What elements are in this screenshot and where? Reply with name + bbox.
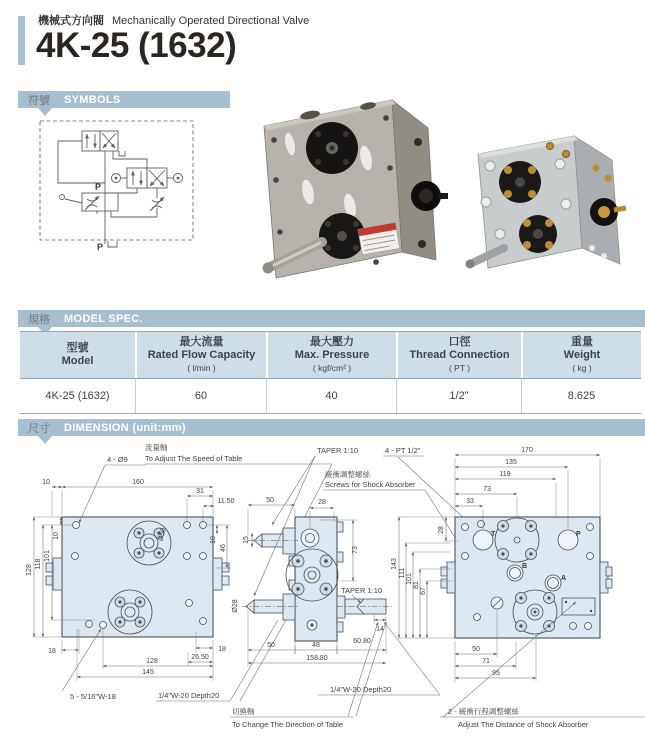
page-title: 4K-25 (1632) [36,26,237,65]
dim-label: 95 [492,670,500,677]
direction-shaft [242,594,298,620]
col-thread-unit: ( PT ) [448,363,471,373]
callout-axis-en: To Adjust The Speed of Table [145,454,243,463]
callout-holes: 4 - Ø9 [107,455,128,464]
port-label-p: P [576,531,581,538]
callout-depth-mid: 1/4"W-20 Depth20 [330,685,392,694]
col-weight-en: Weight [563,349,601,361]
callout-shock-zh: 緩衝調整螺絲 [325,470,370,479]
dim-label: 128 [146,658,158,665]
spec-en: MODEL SPEC. [64,312,143,325]
col-pressure [266,332,396,378]
dim-label: 11.50 [217,498,235,505]
dim-label: 15 [243,536,250,544]
col-model [20,332,135,378]
col-pressure-en: Max. Pressure [294,349,370,361]
dim-label: 60.80 [353,638,371,645]
spec-zh: 規格 [28,313,50,326]
dim-label: 33 [466,498,474,505]
cell-flow: 60 [135,379,266,413]
callout-switch-en: To Change The Direction of Table [232,720,344,729]
dim-label: 28 [318,499,326,506]
directional-valve-top [82,131,125,156]
callout-switch-zh: 切換軸 [232,707,255,716]
port-label-t: T [491,531,496,538]
col-pressure-unit: ( kgf/cm² ) [312,363,352,373]
col-pressure-zh: 最大壓力 [310,336,354,348]
adjustable-throttle [111,188,164,217]
hydraulic-symbol-diagram [35,116,235,288]
cell-thread: 1/2" [396,379,521,413]
dim-en: DIMENSION (unit:mm) [64,421,186,434]
callout-adjust-en: Adjust The Distance of Shock Absorber [458,720,589,729]
col-thread-en: Thread Connection [409,349,510,361]
dim-label: 119 [499,471,511,478]
callout-pt: 4 - PT 1/2" [385,446,421,455]
category-en: Mechanically Operated Directional Valve [112,15,310,27]
dim-label: 118 [35,558,42,570]
dim-label: 18 [48,648,56,655]
dim-label: 10 [42,479,50,486]
dim-label: 46 [220,544,227,552]
dim-label: Ø50 [157,527,168,542]
dim-label: 71 [482,658,490,665]
dim-label: 18 [218,646,226,653]
branch-line [113,151,147,168]
top-flange-knob [306,122,358,174]
dim-label: 158.80 [306,655,328,662]
dim-label: 10 [53,532,60,540]
symbol-boundary [40,121,193,240]
dim-label: 31 [196,488,204,495]
dim-label: 160 [132,479,144,486]
col-model-en: Model [61,354,94,367]
section-banner-symbols [18,91,230,108]
dim-label: 50 [267,642,275,649]
callout-screws: 5 - 5/16"W-18 [70,692,116,701]
adjust-plate [562,598,595,615]
throttle-valve [60,193,119,214]
tank-symbol [108,241,117,247]
col-flow-en: Rated Flow Capacity [147,349,256,361]
directional-valve-roller [112,168,183,188]
port-label-p: P [94,182,101,192]
dim-label: 111 [399,567,406,579]
spec-table-header [20,332,641,379]
cell-model: 4K-25 (1632) [45,390,110,402]
dim-label: 143 [391,558,398,570]
dim-zh: 尺寸 [28,422,50,435]
port-label-a: A [561,575,567,582]
callout-axis-zh: 流量軸 [145,443,168,452]
dim-label: 81 [413,581,420,589]
col-flow-zh: 最大流量 [179,336,224,348]
callout-depth: 1/4"W-20 Depth20 [158,691,220,700]
callout-adjust-zh: 2 - 緩衝行程調整螺絲 [448,707,519,716]
dim-label: 73 [352,546,359,554]
shock-screw [491,597,503,609]
port-label-p-bottom: P [96,242,103,252]
callout-shock-en: Screws for Shock Absorber [325,480,416,489]
dim-label: 26.50 [191,654,209,661]
symbols-en: SYMBOLS [64,93,121,106]
dim-label: 170 [521,447,533,454]
col-model-zh: 型號 [66,341,89,354]
dim-label: 101 [44,550,51,562]
spec-table [20,331,641,414]
col-flow [135,332,266,378]
dim-label: 128 [26,564,33,576]
banner-pointer [38,108,52,116]
port-label-b: B [522,563,528,570]
symbols-zh: 符號 [28,94,50,107]
dim-label: 14 [376,626,384,633]
callout-taper-mid: TAPER 1:10 [341,586,383,595]
dim-label: 101 [406,573,413,585]
valve-feed-line [105,188,137,193]
dim-label: 48 [312,642,320,649]
cell-pressure: 40 [266,379,396,413]
dim-label: 28 [438,526,445,534]
col-weight [521,332,641,378]
spec-table-row [20,379,641,413]
col-thread-zh: 口徑 [448,336,471,348]
cell-weight: 8.625 [521,379,641,413]
col-flow-unit: ( l/min ) [187,363,216,373]
dim-label: 67 [420,587,427,595]
dim-label: 73 [483,486,491,493]
back-view [391,447,645,729]
col-thread [396,332,521,378]
pilot-line [58,141,105,183]
section-banner-spec [18,310,645,327]
dim-label: 50 [472,646,480,653]
flow-adjust-shaft [248,528,298,554]
callout-taper-top: TAPER 1:10 [317,446,359,455]
dim-label: Ø28 [232,599,239,613]
dim-label: 145 [142,669,154,676]
col-weight-unit: ( kg ) [572,363,592,373]
title-accent-bar [18,16,25,65]
section-banner-dimension [18,419,645,436]
right-shaft [337,596,392,618]
dim-label: 135 [505,459,517,466]
dim-label: 10 [210,536,217,544]
product-render [462,116,642,292]
product-photo [250,84,452,302]
dim-label: 50 [266,497,274,504]
col-weight-zh: 重量 [571,336,593,348]
category-zh: 機械式方向閥 [38,15,104,27]
dimension-drawings [0,436,645,736]
